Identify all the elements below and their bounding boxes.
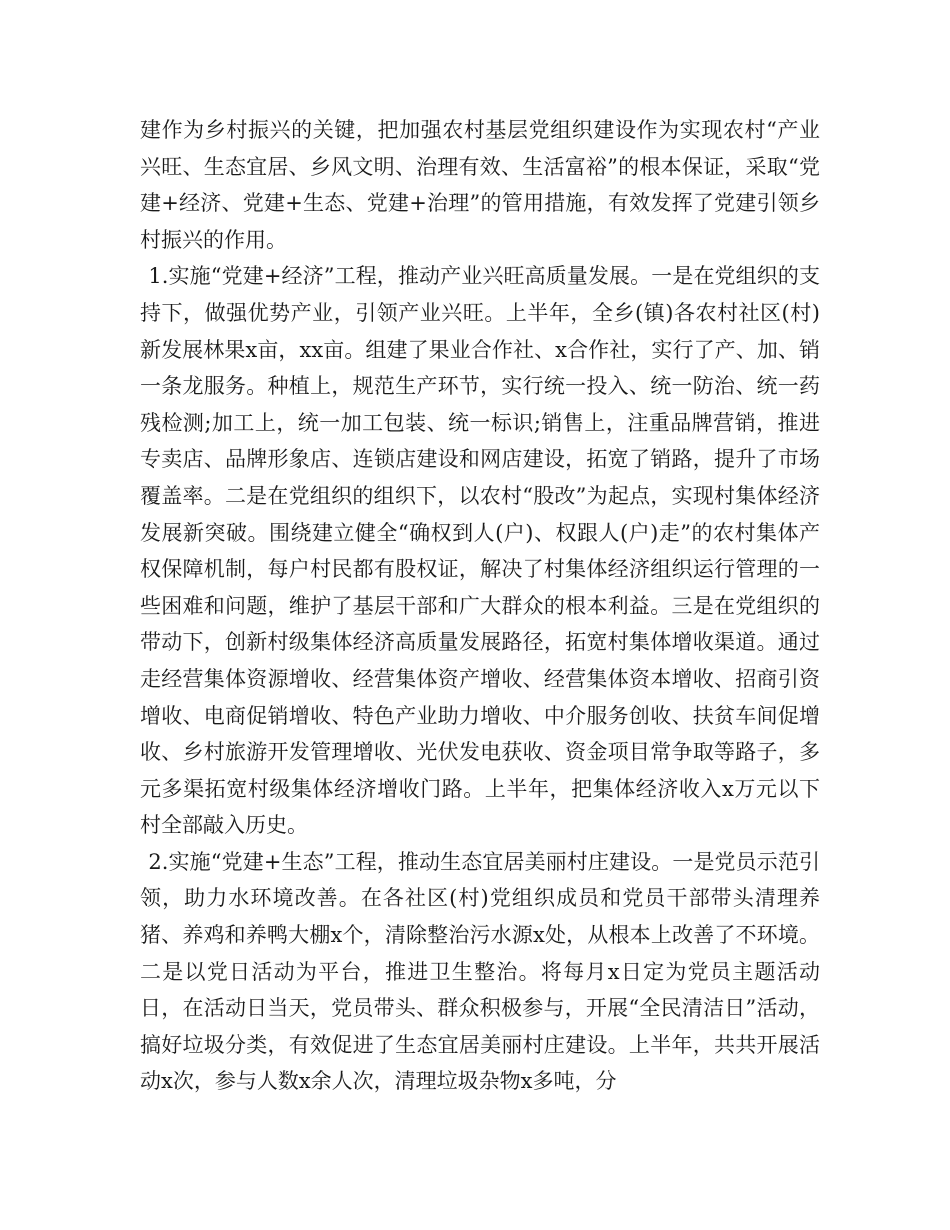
paragraph-economy: 1.实施“党建+经济”工程，推动产业兴旺高质量发展。一是在党组织的支持下，做强优势产业，引领产业兴旺。上半年，全乡(镇)各农村社区(村)新发展林果x亩，xx亩。组建了果业合作社、x合作社，实行了产、加、销一条龙服务。种植上，规范生产环节，实行统一投入、统一防治、统一药残检测;加工上，统一加工包装、统一标识;销售上，注重品牌营销，推进专卖店、品牌形象店、连锁店建设和网店建设，拓宽了销路，提升了市场覆盖率。二是在党组织的组织下，以农村“股改”为起点，实现村集体经济发展新突破。围绕建立健全“确权到人(户)、权跟人(户)走”的农村集体产权保障机制，每户村民都有股权证，解决了村集体经济组织运行管理的一些困难和问题，维护了基层干部和广大群众的根本利益。三是在党组织的带动下，创新村级集体经济高质量发展路径，拓宽村集体增收渠道。通过走经营集体资源增收、经营集体资产增收、经营集体资本增收、招商引资增收、电商促销增收、特色产业助力增收、中介服务创收、扶贫车间促增收、乡村旅游开发管理增收、光伏发电获收、资金项目常争取等路子，多元多渠拓宽村级集体经济增收门路。上半年，把集体经济收入x万元以下村全部敲入历史。: [140, 264, 820, 838]
document-body: [140, 112, 820, 1100]
paragraph-ecology: 2.实施“党建+生态”工程，推动生态宜居美丽村庄建设。一是党员示范引领，助力水环境改善。在各社区(村)党组织成员和党员干部带头清理养猪、养鸡和养鸭大棚x个，清除整治污水源x处，从根本上改善了不环境。二是以党日活动为平台，推进卫生整治。将每月x日定为党员主题活动日，在活动日当天，党员带头、群众积极参与，开展“全民清洁日”活动，搞好垃圾分类，有效促进了生态宜居美丽村庄建设。上半年，共共开展活动x次，参与人数x余人次，清理垃圾杂物x多吨，分: [140, 849, 820, 1094]
paragraph-intro: 建作为乡村振兴的关键，把加强农村基层党组织建设作为实现农村“产业兴旺、生态宜居、乡风文明、治理有效、生活富裕”的根本保证，采取“党建+经济、党建+生态、党建+治理”的管用措施，有效发挥了党建引领乡村振兴的作用。: [140, 118, 820, 252]
